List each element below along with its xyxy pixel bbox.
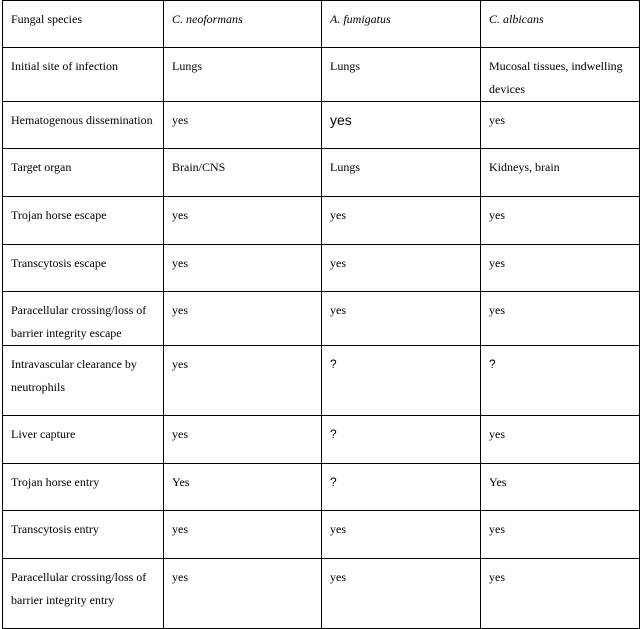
table-row (3, 464, 640, 511)
table-row (3, 149, 640, 197)
table-cell: Mucosal tissues, indwelling devices (481, 48, 640, 102)
row-label: Trojan horse entry (3, 464, 164, 511)
row-label: Paracellular crossing/loss of barrier integrity escape (3, 292, 164, 346)
table-cell: ? (322, 464, 481, 511)
table-cell: yes (164, 292, 322, 346)
table-row (3, 197, 640, 245)
header-cell-a-fumigatus: A. fumigatus (322, 1, 481, 48)
table-cell: Brain/CNS (164, 149, 322, 197)
table-cell: yes (164, 559, 322, 629)
header-row (3, 1, 640, 48)
table-row (3, 511, 640, 559)
table-cell: yes (481, 292, 640, 346)
table-row (3, 416, 640, 464)
table-cell: yes (322, 559, 481, 629)
row-label: Transcytosis entry (3, 511, 164, 559)
table-cell: yes (322, 511, 481, 559)
table-cell: yes (322, 197, 481, 245)
table-cell: Yes (164, 464, 322, 511)
row-label: Hematogenous dissemination (3, 102, 164, 149)
header-cell-c-albicans: C. albicans (481, 1, 640, 48)
table-cell: Lungs (164, 48, 322, 102)
table-cell: yes (164, 245, 322, 292)
row-label: Trojan horse escape (3, 197, 164, 245)
row-label: Paracellular crossing/loss of barrier integrity entry (3, 559, 164, 629)
table-cell: yes (164, 346, 322, 416)
table-row (3, 245, 640, 292)
table-cell: yes (322, 292, 481, 346)
table-cell: yes (481, 197, 640, 245)
table-cell: yes (481, 511, 640, 559)
table-cell: ? (322, 416, 481, 464)
table-cell: yes (164, 511, 322, 559)
table-row (3, 559, 640, 629)
table-cell: yes (322, 245, 481, 292)
table-cell: Kidneys, brain (481, 149, 640, 197)
table-cell: yes (481, 416, 640, 464)
table-cell: yes (164, 102, 322, 149)
table-cell: yes (164, 416, 322, 464)
row-label: Intravascular clearance by neutrophils (3, 346, 164, 416)
row-label: Initial site of infection (3, 48, 164, 102)
table-cell: ? (481, 346, 640, 416)
table-cell: yes (322, 102, 481, 149)
table-cell: yes (481, 102, 640, 149)
table-cell: yes (481, 559, 640, 629)
table-cell: yes (481, 245, 640, 292)
table-cell: Lungs (322, 149, 481, 197)
table-cell: yes (164, 197, 322, 245)
table-row (3, 48, 640, 102)
table-cell: Yes (481, 464, 640, 511)
table-row (3, 292, 640, 346)
row-label: Transcytosis escape (3, 245, 164, 292)
table-row (3, 346, 640, 416)
row-label: Liver capture (3, 416, 164, 464)
header-cell-c-neoformans: C. neoformans (164, 1, 322, 48)
table-cell: Lungs (322, 48, 481, 102)
fungal-comparison-table (2, 0, 640, 629)
table-cell: ? (322, 346, 481, 416)
row-label: Target organ (3, 149, 164, 197)
header-cell-species: Fungal species (3, 1, 164, 48)
table-row (3, 102, 640, 149)
